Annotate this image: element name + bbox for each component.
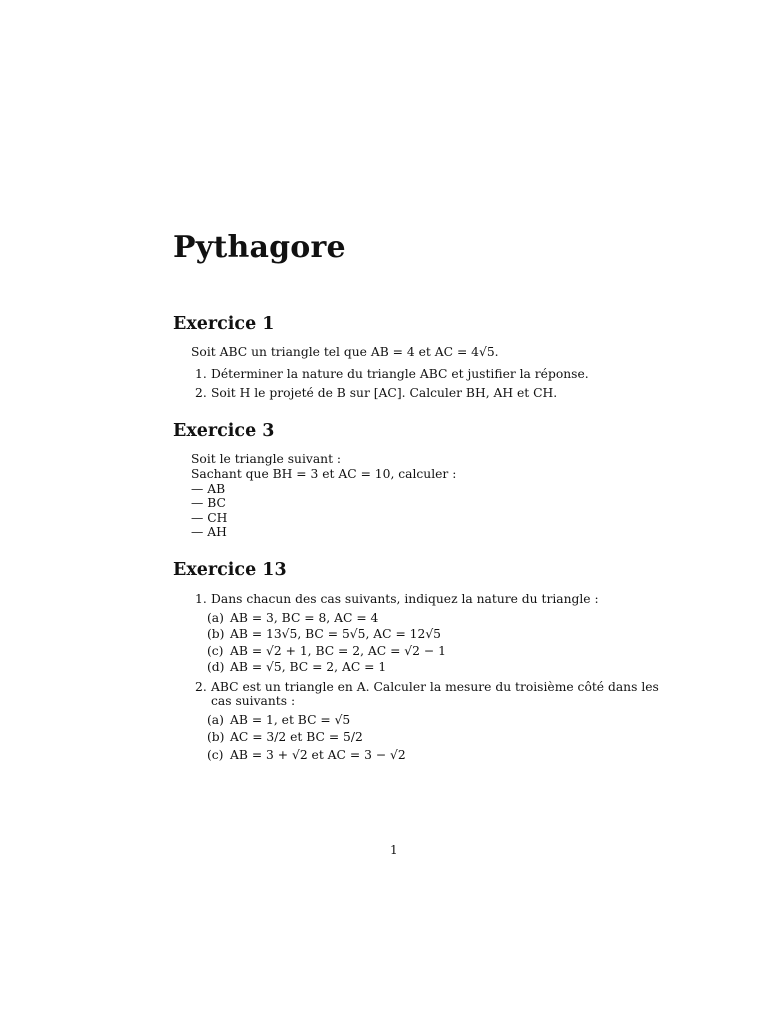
exercise-13-heading: Exercice 13 [173,560,287,580]
exercise-13-q2-c-label: (c) [207,748,224,762]
page-number: 1 [390,843,398,857]
exercise-1-intro: Soit ABC un triangle tel que AB = 4 et AC = 4√5. [191,345,499,359]
exercise-13-q1-d-label: (d) [207,660,225,674]
exercise-3-line-2: Sachant que BH = 3 et AC = 10, calculer : [191,467,457,481]
exercise-1-item-1-num: 1. [195,367,207,381]
exercise-13-q2-c: AB = 3 + √2 et AC = 3 − √2 [230,748,406,762]
exercise-13-q1-c-label: (c) [207,644,224,658]
exercise-3-item-ah: — AH [191,525,227,539]
exercise-1-heading: Exercice 1 [173,314,275,334]
exercise-3-heading: Exercice 3 [173,421,275,441]
exercise-13-q2-b-label: (b) [207,730,225,744]
exercise-13-q2-num: 2. [195,680,207,694]
exercise-13-q1-num: 1. [195,592,207,606]
exercise-3-item-bc: — BC [191,496,226,510]
exercise-13-q1-c: AB = √2 + 1, BC = 2, AC = √2 − 1 [230,644,446,658]
exercise-3-line-1: Soit le triangle suivant : [191,452,342,466]
exercise-13-q2-a-label: (a) [207,713,224,727]
exercise-13-q1-text: Dans chacun des cas suivants, indiquez la nature du triangle : [211,592,599,606]
exercise-1-item-2-num: 2. [195,386,207,400]
exercise-13-q2-text-line-1: ABC est un triangle en A. Calculer la mesure du troisième côté dans les [211,680,659,694]
exercise-1-item-1: Déterminer la nature du triangle ABC et justifier la réponse. [211,367,589,381]
exercise-13-q2-text-line-2: cas suivants : [211,694,296,708]
exercise-13-q1-b-label: (b) [207,627,225,641]
exercise-13-q1-b: AB = 13√5, BC = 5√5, AC = 12√5 [230,627,441,641]
exercise-13-q1-a-label: (a) [207,611,224,625]
exercise-1-item-2: Soit H le projeté de B sur [AC]. Calculer BH, AH et CH. [211,386,558,400]
exercise-13-q2-b: AC = 3/2 et BC = 5/2 [230,730,363,744]
exercise-13-q2-a: AB = 1, et BC = √5 [230,713,351,727]
exercise-3-item-ch: — CH [191,511,228,525]
exercise-3-item-ab: — AB [191,482,226,496]
exercise-13-q1-d: AB = √5, BC = 2, AC = 1 [230,660,387,674]
page-title: Pythagore [173,230,346,265]
exercise-13-q1-a: AB = 3, BC = 8, AC = 4 [230,611,379,625]
